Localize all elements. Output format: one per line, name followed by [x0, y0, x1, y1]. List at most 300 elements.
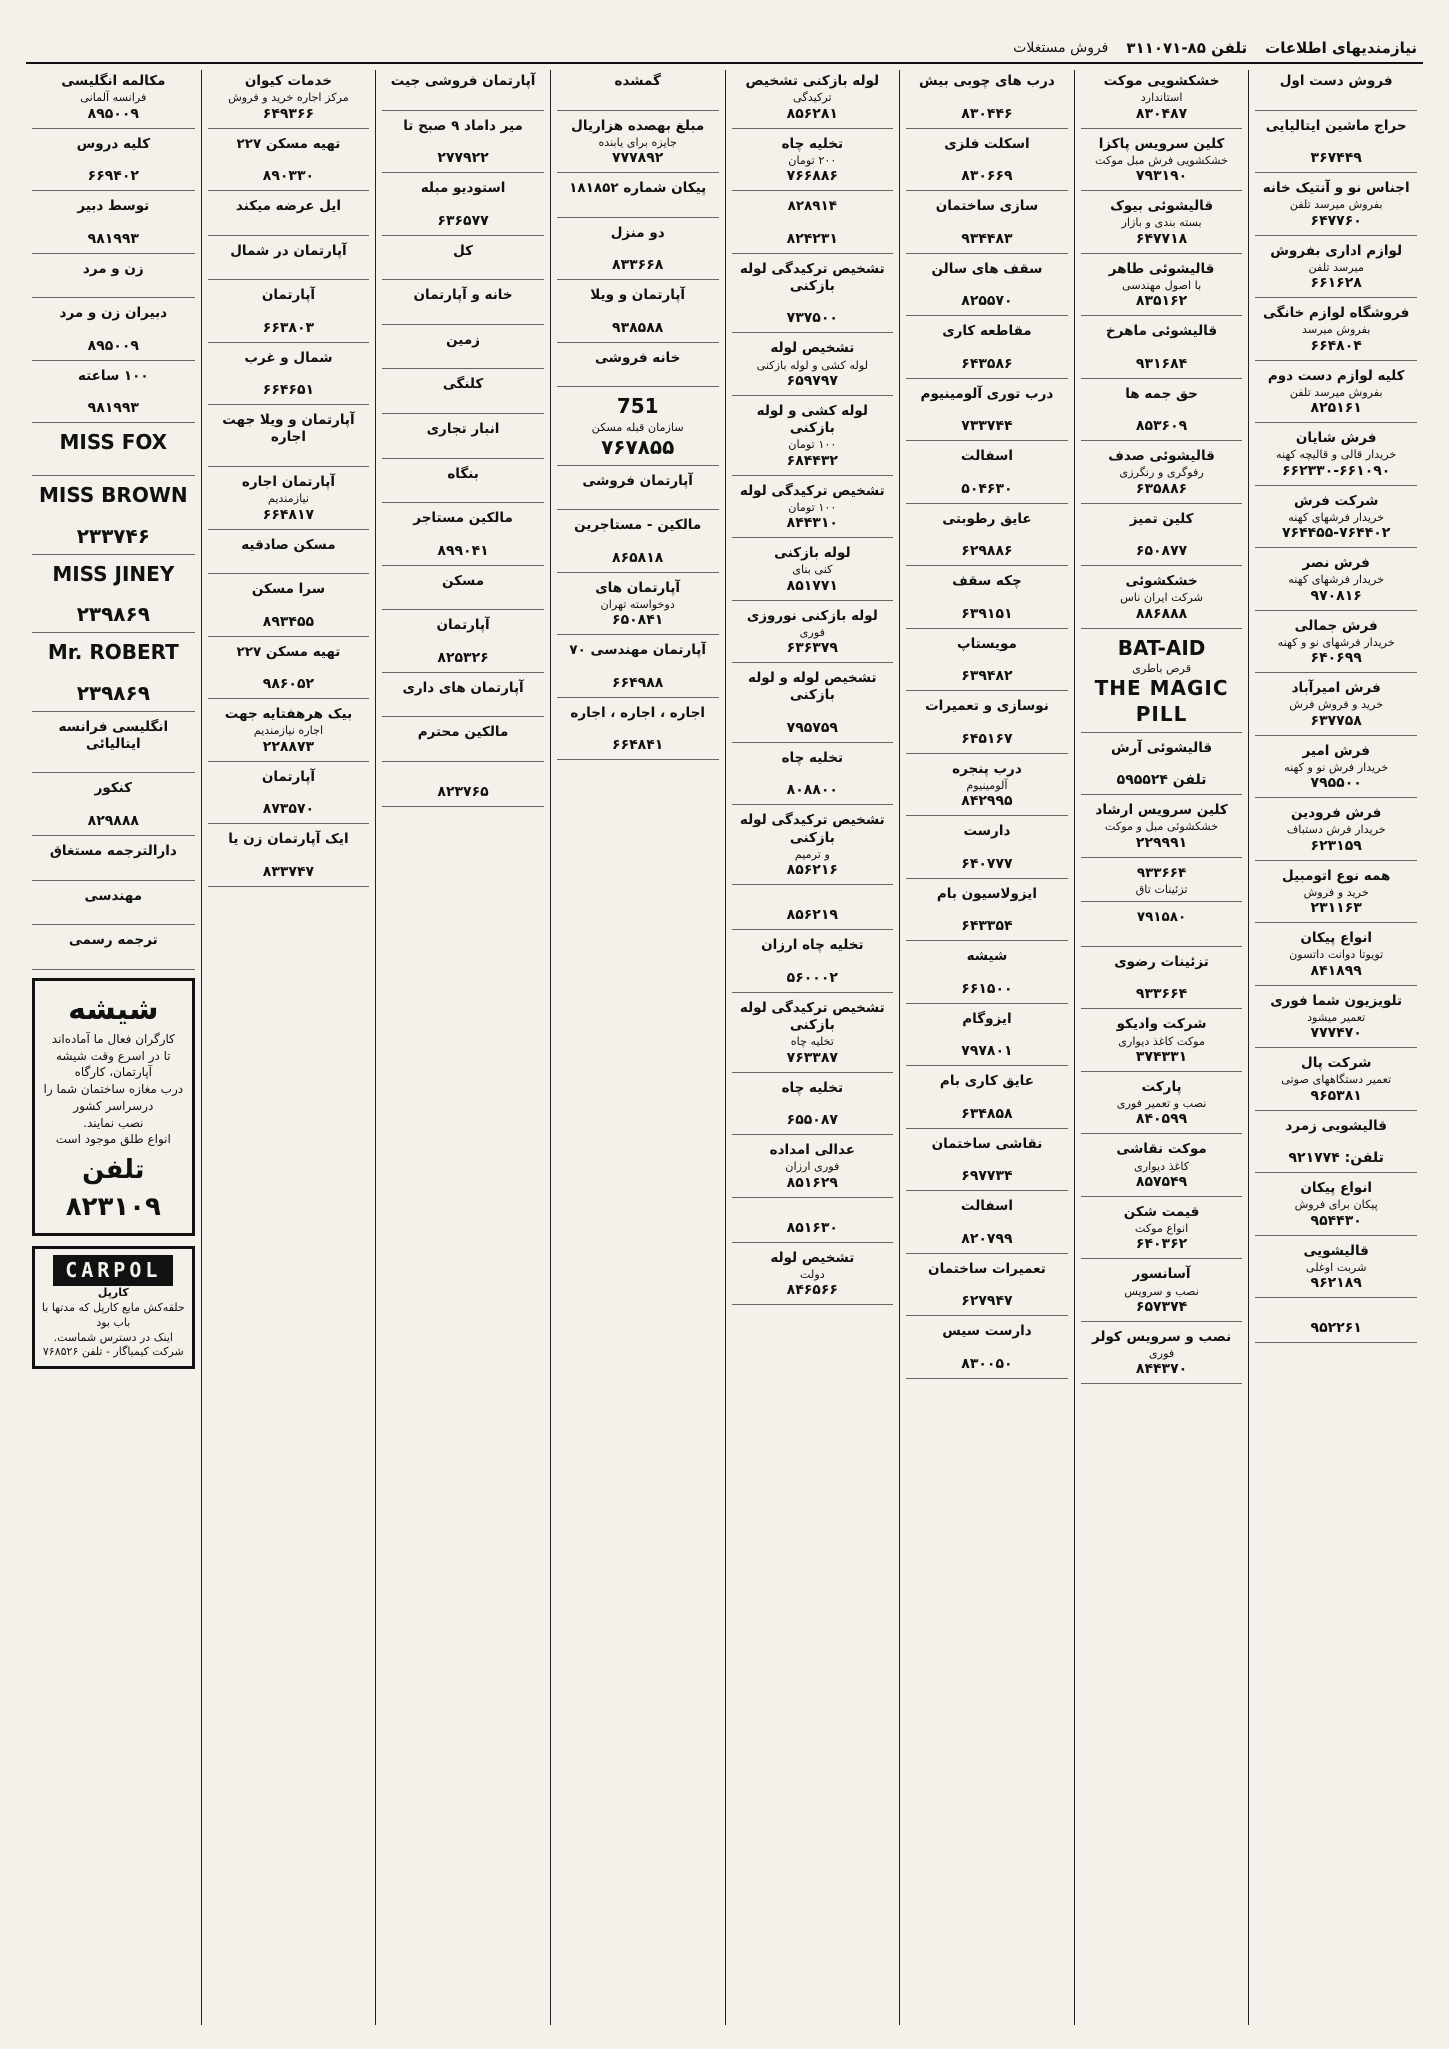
classified-ad: [906, 570, 1068, 629]
classified-ad: [382, 70, 544, 111]
ad-title: شرکت پال: [1301, 1055, 1372, 1072]
classified-ad: [1081, 1138, 1243, 1197]
classified-ad: [1255, 740, 1417, 799]
ad-phone: ۶۳۴۸۵۸: [961, 1105, 1013, 1122]
ad-phone: ۵۰۴۶۳۰: [961, 480, 1013, 497]
ad-title: چکه سقف: [952, 573, 1022, 589]
classified-ad: [382, 614, 544, 673]
classified-ad: [382, 677, 544, 718]
ad-title: کلیه دروس: [76, 135, 151, 152]
ad-phone: ۹۵۲۲۶۱: [1310, 1320, 1362, 1337]
ad-title: مالکین مستاجر: [413, 510, 513, 527]
classified-ad: [32, 929, 195, 970]
ad-title: اجاره ، اجاره ، اجاره: [570, 704, 705, 721]
classified-ad: [208, 766, 370, 825]
ad-text: اجاره نیازمندیم: [253, 724, 324, 738]
classified-ad: [732, 195, 894, 254]
ad-phone: ۷۷۷۴۷۰: [1310, 1025, 1362, 1042]
box-line: کارگران فعال ما آماده‌اند: [51, 1031, 175, 1046]
classified-ad: [382, 284, 544, 325]
ad-title: نوسازی و تعمیرات: [925, 698, 1049, 714]
ad-title: لوله بازکنی: [774, 545, 851, 562]
ad-text: خریدار قالی و قالیچه کهنه: [1276, 448, 1397, 462]
classified-ad: [1081, 133, 1243, 192]
ad-title: تشخیص ترکیدگی لوله بازکنی: [739, 812, 885, 846]
column-4: [725, 70, 900, 2025]
ad-phone: ۸۹۳۴۵۵: [262, 613, 315, 630]
ad-title: لوله کشی و لوله بازکنی: [756, 402, 868, 437]
ad-text: تعمیر دستگاههای صوتی: [1281, 1073, 1392, 1087]
ad-text: نیازمندیم: [267, 492, 309, 506]
classified-ad: [732, 542, 894, 601]
ad-title: تعمیرات ساختمان: [928, 1260, 1046, 1277]
classified-ad: [1255, 1240, 1417, 1299]
masthead-phone: تلفن ۸۵-۳۱۱۰۷۱: [1126, 39, 1248, 57]
ad-text: دولت: [799, 1268, 825, 1282]
ad-phone: ۵۶۰۰۰۲: [786, 969, 838, 986]
classified-ad: [208, 703, 370, 762]
classified-ad: [906, 1008, 1068, 1067]
ad-phone: ۹۳۸۵۸۸: [612, 319, 664, 336]
ad-title: عایق کاری بام: [939, 1073, 1034, 1089]
ad-title: کلیه لوازم دست دوم: [1267, 367, 1405, 384]
ad-phone: ۶۶۴۸۴۱: [612, 737, 664, 754]
ad-phone: ۶۶۴۹۸۸: [612, 674, 664, 691]
ad-text: خرید و فروش فرش: [1289, 698, 1384, 712]
ad-title: کل: [453, 242, 474, 259]
classified-ad: [557, 470, 719, 511]
ad-title: دارست سیس: [942, 1323, 1032, 1339]
classified-ad: [906, 695, 1068, 754]
carpol-logo: CARPOL: [53, 1255, 173, 1286]
classified-ad: [906, 1258, 1068, 1317]
ad-title: ایک آپارتمان زن یا: [228, 831, 349, 848]
ad-title: پارکت: [1141, 1078, 1182, 1095]
ad-title: خانه و آپارتمان: [413, 287, 513, 304]
ad-phone: ۶۹۷۷۳۴: [961, 1168, 1013, 1185]
classified-ad: [382, 329, 544, 370]
classified-ad: [32, 133, 195, 192]
ad-phone: ۶۶۲۳۳۰-۶۶۱۰۹۰: [1282, 462, 1391, 479]
ad-phone: ۸۹۰۳۳۰: [262, 168, 315, 185]
box-phone: تلفن ۸۲۳۱۰۹: [65, 1155, 161, 1222]
column-1: [1248, 70, 1423, 2025]
classified-ad: [382, 463, 544, 504]
ad-phone: ۶۲۳۱۵۹: [1310, 837, 1362, 854]
ad-phone: ۸۵۱۶۳۰: [786, 1219, 838, 1236]
box-line: درب مغازه ساختمان شما را درسراسر کشور: [43, 1082, 184, 1113]
ad-phone: ۳۷۴۳۳۱: [1135, 1048, 1188, 1065]
classified-ad: [382, 115, 544, 174]
ad-phone: ۸۳۰۰۵۰: [961, 1355, 1013, 1372]
ad-title: فرش امیرآباد: [1291, 680, 1381, 697]
classified-ad: [557, 639, 719, 698]
ad-title: قالیشوئی صدف: [1108, 448, 1215, 464]
ad-phone: ۲۲۹۹۹۱: [1135, 834, 1188, 851]
ad-title: خدمات کیوان: [244, 73, 333, 89]
ad-text: بسته بندی و بازار: [1121, 216, 1202, 230]
ad-title: پیکان شماره ۱۸۱۸۵۲: [569, 180, 707, 197]
classified-ad: [906, 195, 1068, 254]
ad-title: کنکور: [94, 780, 133, 797]
ad-phone: ۸۴۶۵۶۶: [786, 1282, 838, 1299]
ad-title: قالیشوئی طاهر: [1108, 260, 1215, 277]
classified-ad: [1255, 1302, 1417, 1343]
ad-title: تشخیص ترکیدگی لوله بازکنی: [739, 260, 885, 294]
classified-ad: [557, 222, 719, 281]
classified-ad: [732, 667, 894, 743]
ad-phone: ۶۶۹۴۰۲: [87, 168, 139, 185]
classified-ad: [1081, 570, 1243, 629]
ad-title: قالیشوئی بیوک: [1110, 198, 1214, 214]
ad-title: سقف های سالن: [931, 260, 1043, 277]
ad-phone: ۹۳۱۶۸۴: [1135, 355, 1188, 372]
ad-text: تخلیه چاه: [790, 1035, 834, 1049]
box-title: شیشه: [68, 991, 159, 1027]
classified-ad: [1255, 240, 1417, 299]
ad-title: ترجمه رسمی: [68, 932, 158, 949]
ad-phone: ۸۵۳۶۰۹: [1135, 418, 1188, 435]
carpol-ad: [32, 1246, 195, 1369]
ad-phone: ۸۵۱۶۲۹: [786, 1174, 838, 1191]
ad-phone: ۸۵۶۲۱۹: [786, 907, 838, 924]
ad-title: آپارتمان: [261, 287, 316, 304]
ad-title: کلین سرویس ارشاد: [1095, 802, 1228, 819]
ad-title: آپارتمان و ویلا: [590, 287, 686, 304]
ad-title: مقاطعه کاری: [942, 323, 1032, 339]
ad-phone: ۷۶۳۳۸۷: [786, 1049, 838, 1066]
classified-ad: [208, 284, 370, 343]
ad-title: خانه فروشی: [595, 349, 681, 366]
ad-phone: ۸۲۹۸۸۸: [87, 813, 139, 830]
classified-ad: [1081, 951, 1243, 1010]
box-line: تا در اسرع وقت شیشه آپارتمان، کارگاه: [55, 1048, 171, 1080]
classified-ad: [1081, 737, 1243, 796]
ad-phone: ۶۳۷۷۵۸: [1310, 712, 1362, 729]
column-7: [201, 70, 376, 2025]
classified-ad: [906, 1195, 1068, 1254]
ad-title: Mr. ROBERT: [47, 640, 179, 665]
classified-ad: [32, 885, 195, 926]
ad-phone: ۸۲۴۲۳۱: [786, 230, 838, 247]
column-6: [375, 70, 550, 2025]
classified-ad: [1255, 302, 1417, 361]
classified-ad: [1081, 862, 1243, 903]
ad-text: فرانسه آلمانی: [80, 91, 147, 105]
ad-title: فرش فرودین: [1291, 805, 1382, 822]
classified-ad: [1255, 427, 1417, 486]
ad-title: تشخیص لوله: [770, 1249, 855, 1266]
classified-ad: [1255, 365, 1417, 424]
ad-text: کنی بنای: [792, 563, 833, 577]
ad-text: بفروش میرسد تلفن: [1289, 385, 1383, 399]
classified-ad: [1081, 383, 1243, 442]
ad-phone: ۶۳۹۱۵۱: [961, 605, 1013, 622]
ad-phone: ۶۶۴۶۵۱: [262, 382, 315, 399]
classified-ad: [1255, 615, 1417, 674]
ad-title: استودیو مبله: [420, 180, 506, 197]
ad-text: پیکان برای فروش: [1294, 1198, 1378, 1212]
classified-ad: [1081, 508, 1243, 567]
ad-phone: ۸۵۷۵۴۹: [1135, 1173, 1188, 1190]
classified-ad: [208, 534, 370, 575]
carpol-fa: کارپل: [97, 1286, 129, 1300]
classified-ad: [906, 1133, 1068, 1192]
classified-ad: [732, 809, 894, 885]
classified-ad: [382, 570, 544, 611]
masthead-subtitle: فروش مستغلات: [1013, 40, 1109, 56]
ad-phone: ۸۵۱۷۷۱: [786, 577, 838, 594]
ad-title: تزئینات رضوی: [1114, 953, 1209, 970]
ad-phone: ۲۲۸۸۷۳: [262, 738, 315, 755]
ad-text: فوری: [799, 625, 825, 639]
ad-title: انواع پیکان: [1300, 930, 1373, 947]
ad-phone: ۶۵۹۷۹۷: [786, 372, 838, 389]
ad-title: آپارتمان فروشی جیت: [390, 73, 536, 89]
ad-phone: ۸۴۴۳۷۰: [1135, 1361, 1188, 1378]
classified-ad: [32, 559, 195, 634]
classified-ad: [208, 347, 370, 406]
ad-phone: ۶۳۶۵۷۷: [437, 212, 489, 229]
ad-phone: ۶۶۱۶۲۸: [1310, 275, 1362, 292]
ad-phone: ۸۷۳۵۷۰: [262, 801, 315, 818]
ad-text: فوری: [1148, 1347, 1175, 1361]
ad-title: حق جمه ها: [1125, 385, 1198, 402]
ad-phone: ۶۳۹۴۸۲: [961, 668, 1013, 685]
ad-phone: ۸۳۳۶۶۸: [612, 257, 664, 274]
ad-title: شرکت وادیکو: [1116, 1016, 1207, 1033]
ad-title: ۷۹۱۵۸۰: [1136, 909, 1187, 926]
classified-ad: [1255, 70, 1417, 111]
ad-title: آپارتمان مهندسی ۷۰: [569, 642, 707, 659]
ad-title: دارست: [963, 823, 1011, 839]
ad-title: اسکلت فلزی: [944, 135, 1030, 152]
ad-title: مهندسی: [84, 887, 143, 904]
ad-phone: ۶۴۳۳۵۴: [961, 918, 1013, 935]
ad-title: تخلیه چاه ارزان: [761, 937, 864, 954]
ad-phone: ۶۲۷۹۴۷: [961, 1293, 1013, 1310]
ad-phone: ۸۰۸۸۰۰: [786, 782, 838, 799]
ad-phone: ۶۲۹۸۸۶: [961, 543, 1013, 560]
classified-ad: [1081, 1013, 1243, 1072]
ad-phone: ۲۳۱۱۶۳: [1310, 900, 1362, 917]
ad-title: مبلغ بهصده هزاریال: [571, 117, 705, 134]
classified-ad: [1081, 1326, 1243, 1385]
classified-ad: [1255, 552, 1417, 611]
classified-ad: [208, 195, 370, 236]
ad-phone: ۸۴۴۳۱۰: [786, 515, 838, 532]
classified-ad: [382, 177, 544, 236]
classified-ad: [32, 195, 195, 254]
ad-phone: ۶۵۰۸۷۷: [1135, 543, 1188, 560]
ad-title: لوازم ادارى بفروش: [1270, 242, 1403, 259]
ad-text: شرکت ایران ناس: [1120, 591, 1203, 605]
classified-ad: [732, 70, 894, 129]
ad-text: خریدار فرشهای کهنه: [1288, 510, 1385, 524]
classified-ad: [382, 373, 544, 414]
ad-title: تخلیه چاه: [781, 1079, 844, 1096]
ad-phone: ۷۹۵۵۰۰: [1310, 775, 1362, 792]
classified-ad: [1081, 1263, 1243, 1322]
ad-title: MISS JINEY: [52, 561, 175, 586]
ad-text: و ترمیم: [794, 847, 830, 861]
ad-phone: ۹۸۱۹۹۳: [87, 400, 139, 417]
ad-phone: ۸۹۹۰۴۱: [437, 542, 489, 559]
classified-ad: [382, 507, 544, 566]
classified-ad: [208, 578, 370, 637]
ad-phone: ۸۳۰۶۶۹: [961, 168, 1013, 185]
classified-ad: [32, 637, 195, 712]
ad-title: شرکت فرش: [1293, 492, 1379, 509]
ad-text: خریدار فرشهای نو و کهنه: [1277, 635, 1395, 649]
ad-title: قالیشوئی آرش: [1110, 739, 1213, 756]
ad-title: تخلیه چاه: [781, 749, 844, 766]
ad-phone: ۸۳۳۷۴۷: [262, 863, 315, 880]
classified-ad: [732, 400, 894, 476]
ad-phone: ۸۲۵۱۶۱: [1310, 400, 1362, 417]
ad-text: موکت کاغذ دیواری: [1118, 1034, 1205, 1048]
classified-ad: [732, 605, 894, 664]
ad-title: لوله بازکنی نوروزی: [746, 607, 878, 624]
classified-ad: [1255, 1177, 1417, 1236]
ad-phone: ۶۴۰۳۶۲: [1135, 1236, 1188, 1253]
ad-text: لوله کشی و لوله بازکنی: [756, 358, 869, 372]
ad-phone: ۶۴۵۱۶۷: [961, 730, 1013, 747]
classified-ad: [732, 1139, 894, 1198]
ad-title: درب های چوبی بیش: [919, 73, 1055, 89]
carpol-line: شرکت کیمیاگار - تلفن ۷۶۸۵۲۶: [42, 1345, 184, 1359]
ad-text: خریدار فرش دستباف: [1286, 823, 1386, 837]
ad-text: سازمان قبله مسکن: [591, 420, 684, 434]
ad-title: تشخیص لوله و لوله بازکنی: [748, 670, 877, 704]
ad-text: ۲۰۰ تومان: [788, 153, 837, 167]
ad-title: مسکن: [442, 572, 485, 589]
classified-ad: [1255, 1115, 1417, 1174]
ad-text: تعمیر میشود: [1307, 1010, 1366, 1024]
ad-text: بفروش میرسد تلفن: [1289, 198, 1383, 212]
classified-ad: [732, 1077, 894, 1136]
ad-text: خرید و فروش: [1303, 885, 1369, 899]
ad-phone: ۷۹۷۸۰۱: [961, 1043, 1013, 1060]
ad-text: خشکشوئی مبل و موکت: [1104, 820, 1219, 834]
ad-text: خریدار فرشهای کهنه: [1288, 573, 1385, 587]
classified-ad: [1081, 258, 1243, 317]
ad-title: ۸۲۸۹۱۴: [787, 198, 838, 214]
ad-phone: ۹۳۳۶۶۴: [1135, 986, 1188, 1003]
ad-text: آلومینیوم: [966, 778, 1008, 792]
ad-phone: ۸۲۵۳۲۶: [437, 649, 489, 666]
ad-title: 751: [616, 394, 659, 419]
ad-title: همه نوع اتومبیل: [1282, 867, 1391, 884]
masthead-title: نیازمندیهای اطلاعات: [1265, 39, 1417, 57]
ad-title: ایزوگام: [962, 1010, 1012, 1027]
ad-phone: ۲۳۹۸۶۹: [76, 680, 150, 705]
classified-ad: [32, 427, 195, 476]
ad-phone: ۶۵۰۸۴۱: [612, 612, 664, 629]
classified-ad: [906, 133, 1068, 192]
ad-phone: ۶۴۳۵۸۶: [961, 355, 1013, 372]
ad-text: میرسد تلفن: [1308, 260, 1364, 274]
ad-text: انواع موکت: [1134, 1222, 1189, 1236]
classified-ad: [906, 70, 1068, 129]
classified-columns: [26, 70, 1423, 2025]
classified-ad: [557, 70, 719, 111]
ad-text: خشکشویی فرش مبل موکت: [1095, 153, 1229, 167]
ad-title: انگلیسی فرانسه ایتالیائی: [58, 718, 169, 752]
ad-title: آسانسور: [1132, 1266, 1191, 1283]
classified-ad: [906, 320, 1068, 379]
ad-text: شربت اوغلی: [1305, 1260, 1367, 1274]
ad-phone: ۶۶۱۵۰۰: [961, 980, 1013, 997]
classified-ad: [32, 480, 195, 555]
ad-title: BAT-AID: [1117, 635, 1206, 660]
classified-ad: [1081, 1201, 1243, 1260]
classified-ad: [906, 445, 1068, 504]
ad-phone: ۶۴۹۳۶۶: [262, 105, 315, 122]
classified-ad: [1081, 906, 1243, 947]
column-8: [26, 70, 201, 2025]
ad-text: تویوتا دوانت داتسون: [1289, 948, 1384, 962]
ad-phone: ۶۳۵۸۸۶: [1135, 480, 1188, 497]
ad-title: میر داماد ۹ صبح تا: [403, 117, 523, 134]
classified-ad: [1255, 802, 1417, 861]
classified-ad: [32, 365, 195, 424]
ad-phone: ۲۳۹۸۶۹: [76, 602, 150, 627]
ad-phone: ۷۶۷۸۵۵: [601, 435, 675, 460]
ad-phone: ۸۵۶۲۸۱: [786, 105, 838, 122]
ad-title: خشکشوئی: [1125, 573, 1198, 589]
ad-phone: ۸۳۰۴۸۷: [1135, 105, 1188, 122]
ad-title: قیمت شکن: [1123, 1203, 1200, 1220]
classified-ad: [1255, 865, 1417, 924]
ad-text: ۱۰۰ تومان: [788, 438, 837, 452]
classified-ad: [732, 1247, 894, 1306]
ad-title: حراج ماشین ایتالیایی: [1265, 117, 1407, 134]
ad-phone: ۸۳۰۴۴۶: [961, 105, 1013, 122]
ad-title: ایزولاسیون بام: [936, 885, 1037, 902]
ad-phone: ۷۷۷۸۹۲: [612, 150, 664, 167]
ad-title: درب پنجره: [952, 760, 1022, 777]
carpol-line: اینک در دسترس شماست.: [53, 1330, 173, 1344]
ad-text: فوری ارزان: [785, 1160, 840, 1174]
ad-phone: ۸۲۰۷۹۹: [961, 1230, 1013, 1247]
classified-ad: [557, 115, 719, 174]
ad-title: عدالی امداده: [769, 1142, 855, 1159]
ad-title: آپارتمان های: [595, 579, 681, 596]
ad-phone: ۲۳۳۷۴۶: [76, 523, 150, 548]
ad-text: خریدار فرش نو و کهنه: [1284, 760, 1389, 774]
ad-phone: ۷۶۴۴۵۵-۷۶۴۴۰۲: [1282, 525, 1391, 542]
ad-text: مرکز اجاره خرید و فروش: [228, 91, 349, 105]
ad-phone: ۹۷۰۸۱۶: [1310, 587, 1362, 604]
ad-title: کلین تمیز: [1129, 510, 1194, 527]
ad-phone: ۷۳۳۷۴۴: [961, 418, 1013, 435]
ad-title: بنگاه: [447, 465, 479, 482]
ad-text: تزئینات تاق: [1135, 882, 1188, 896]
classified-ad: [1081, 633, 1243, 733]
ad-phone: ۸۵۶۲۱۶: [786, 862, 838, 879]
ad-title: قالیشویی: [1303, 1242, 1369, 1259]
ad-title: شیشه: [966, 948, 1008, 964]
glass-box-ad: [32, 978, 195, 1236]
ad-title: فروشگاه لوازم خانگی: [1262, 305, 1410, 322]
classified-ad: [1081, 195, 1243, 254]
ad-title: کلین سرویس پاکزا: [1098, 135, 1225, 152]
ad-phone: ۶۴۰۶۹۹: [1310, 650, 1362, 667]
classified-ad: [906, 1320, 1068, 1379]
classified-ad: [732, 337, 894, 396]
classified-ad: [557, 284, 719, 343]
